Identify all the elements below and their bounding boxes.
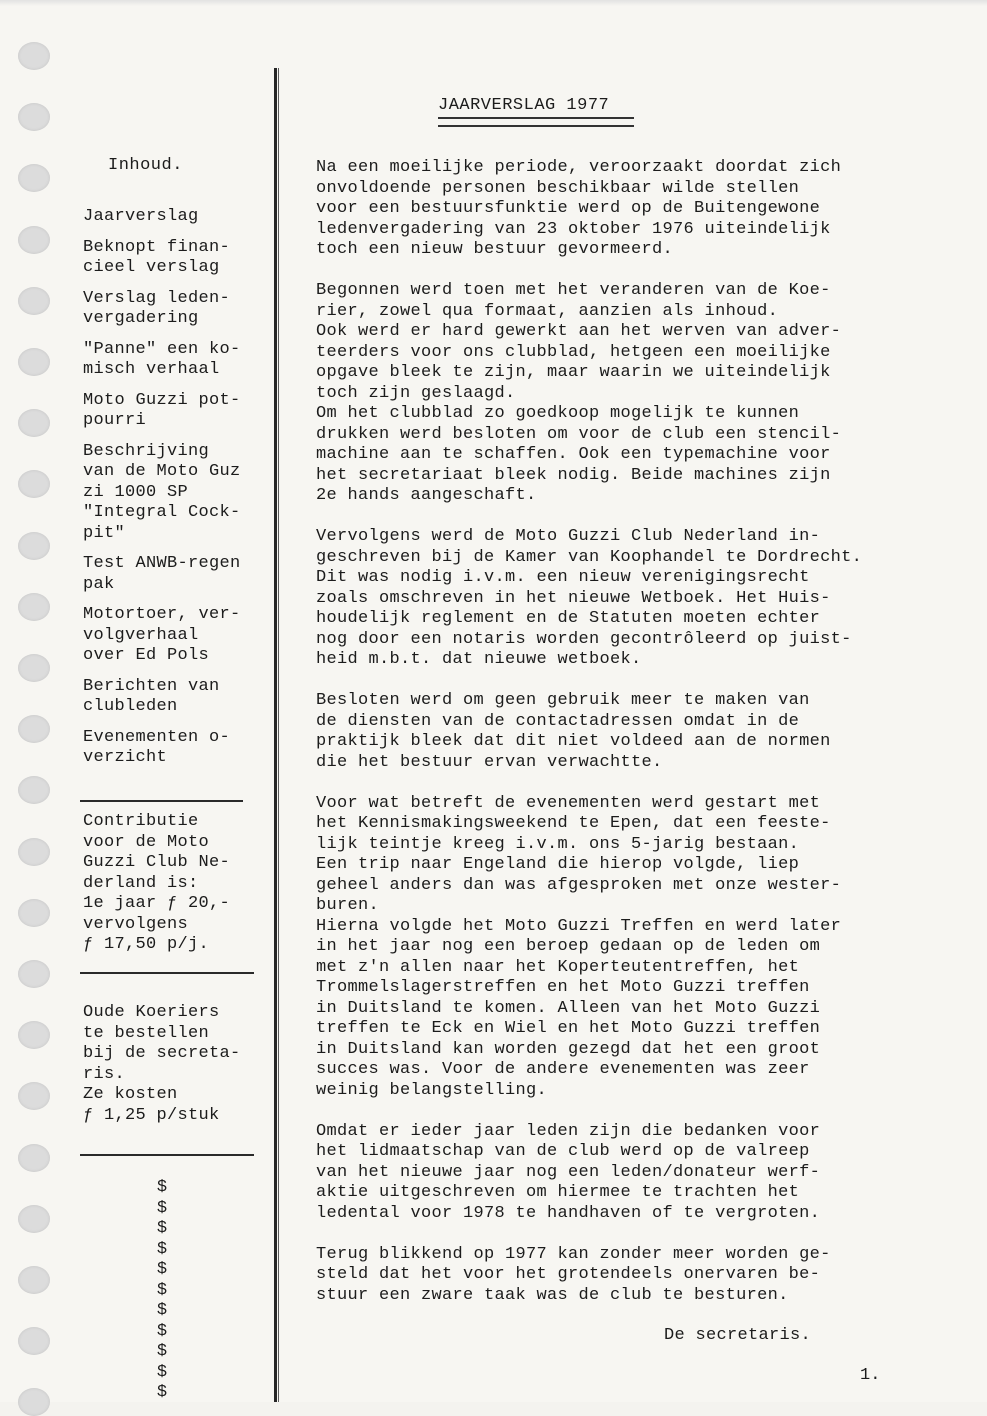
binder-hole bbox=[18, 1082, 50, 1110]
toc-item: Verslag leden- vergadering bbox=[83, 288, 231, 328]
binder-hole bbox=[18, 470, 50, 498]
binder-hole bbox=[18, 42, 50, 70]
binder-hole bbox=[18, 776, 50, 804]
toc-item: Berichten van clubleden bbox=[83, 676, 220, 716]
page-title: JAARVERSLAG 1977 bbox=[438, 96, 610, 115]
dollar-column bbox=[152, 1178, 172, 1404]
report-body bbox=[316, 158, 966, 1327]
table-of-contents bbox=[83, 207, 278, 779]
binder-hole bbox=[18, 532, 50, 560]
binder-hole bbox=[18, 287, 50, 315]
dollar-glyph: $ bbox=[156, 1198, 168, 1218]
paragraph: Besloten werd om geen gebruik meer te maken van de diensten van de contactadressen omdat in de praktijk bleek dat dit niet voldeed aan de normen die het bestuur ervan verwachtte. bbox=[316, 691, 831, 772]
dollar-glyph: $ bbox=[156, 1178, 168, 1197]
dollar-glyph: $ bbox=[156, 1321, 168, 1341]
divider-line bbox=[80, 800, 243, 802]
dollar-glyph: $ bbox=[156, 1383, 168, 1402]
paragraph: Begonnen werd toen met het veranderen van de Koe- rier, zowel qua formaat, aanzien als inhoud. Ook werd er hard gewerkt aan het werven van adver- teerders voor ons clubblad, hetgeen een moeilijke opgave bleek te zijn, maar waarin we uiteindelijk toch zijn geslaagd. Om het clubblad zo goedkoop mogelijk te kunnen drukken werd besloten om voor de club een stencil- machine aan te schaffen. Ook een typemachine voor het secretariaat bleek nodig. Beide machines zijn 2e hands aangeschaft. bbox=[316, 281, 842, 505]
binder-hole bbox=[18, 715, 50, 743]
binder-hole bbox=[18, 593, 50, 621]
binder-hole bbox=[18, 1266, 50, 1294]
toc-item: Moto Guzzi pot- pourri bbox=[83, 390, 241, 430]
signature: De secretaris. bbox=[664, 1326, 812, 1345]
page-top-edge bbox=[0, 0, 987, 6]
column-divider-thin bbox=[278, 68, 279, 1402]
paragraph: Terug blikkend op 1977 kan zonder meer worden ge- steld dat het voor het grotendeels onervaren be- stuur een zware taak was de club te besturen. bbox=[316, 1244, 831, 1305]
binder-hole bbox=[18, 164, 50, 192]
page-number: 1. bbox=[860, 1366, 881, 1385]
divider-line bbox=[80, 1154, 254, 1156]
binder-hole bbox=[18, 348, 50, 376]
binder-hole bbox=[18, 1205, 50, 1233]
paragraph: Na een moeilijke periode, veroorzaakt doordat zich onvoldoende personen beschikbaar wilde stellen voor een bestuursfunktie werd op de Buitengewone ledenvergadering van 23 oktober 1976 uiteindelijk toch een nieuw bestuur gevormeerd. bbox=[316, 158, 842, 259]
binder-hole bbox=[18, 899, 50, 927]
toc-item: Evenementen o- verzicht bbox=[83, 727, 231, 767]
binder-hole bbox=[18, 960, 50, 988]
binder-hole bbox=[18, 838, 50, 866]
contribution-note: Contributie voor de Moto Guzzi Club Ne- derland is: 1e jaar ƒ 20,- vervolgens ƒ 17,50 p/j. bbox=[83, 812, 231, 954]
binder-hole bbox=[18, 1144, 50, 1172]
toc-item: Jaarverslag bbox=[83, 207, 199, 226]
dollar-glyph: $ bbox=[156, 1280, 168, 1300]
dollar-glyph: $ bbox=[156, 1301, 168, 1320]
toc-item: "Panne" een ko- misch verhaal bbox=[83, 339, 241, 379]
title-double-underline bbox=[438, 117, 634, 127]
toc-item: Beknopt finan- cieel verslag bbox=[83, 237, 231, 277]
binder-hole bbox=[18, 409, 50, 437]
back-issues-note: Oude Koeriers te bestellen bij de secreta- ris. Ze kosten ƒ 1,25 p/stuk bbox=[83, 1003, 241, 1125]
binder-hole bbox=[18, 1327, 50, 1355]
binder-hole bbox=[18, 1021, 50, 1049]
dollar-glyph: $ bbox=[156, 1260, 168, 1279]
dollar-glyph: $ bbox=[156, 1342, 168, 1361]
paragraph: Vervolgens werd de Moto Guzzi Club Nederland in- geschreven bij de Kamer van Koophandel te Dordrecht. Dit was nodig i.v.m. een nieuw verenigingsrecht zoals omschreven in het nieuwe Wetboek. Het Huis- houdelijk reglement en de Statuten moeten echter nog door een notaris worden gecontrôleerd op juist- heid m.b.t. dat nieuwe wetboek. bbox=[316, 527, 863, 669]
binder-hole bbox=[18, 226, 50, 254]
binder-hole bbox=[18, 103, 50, 131]
toc-item: Motortoer, ver- volgverhaal over Ed Pols bbox=[83, 605, 241, 665]
divider-line bbox=[80, 972, 254, 974]
binder-hole bbox=[18, 1388, 50, 1416]
paragraph: Voor wat betreft de evenementen werd gestart met het Kennismakingsweekend te Epen, dat een feeste- lijk teintje kreeg i.v.m. ons 5-jarig bestaan. Een trip naar Engeland die hierop volgde, liep geheel anders dan was afgesproken met onze wester- buren. Hierna volgde het Moto Guzzi Treffen en werd later in het jaar nog een beroep gedaan op de leden om met z'n allen naar het Koperteutentreffen, het Trommelslagerstreffen en het Moto Guzzi treffen in Duitsland te komen. Alleen van het Moto Guzzi treffen te Eck en Wiel en het Moto Guzzi treffen in Duitsland kan worden gezegd dat het een groot succes was. Voor de andere evenementen was zeer weinig belangstelling. bbox=[316, 793, 842, 1100]
dollar-glyph: $ bbox=[156, 1219, 168, 1238]
dollar-glyph: $ bbox=[156, 1239, 168, 1259]
toc-item: Test ANWB-regen pak bbox=[83, 554, 241, 594]
toc-item: Beschrijving van de Moto Guz zi 1000 SP "Integral Cock- pit" bbox=[83, 441, 241, 543]
toc-title: Inhoud. bbox=[108, 156, 183, 175]
binder-hole bbox=[18, 654, 50, 682]
dollar-glyph: $ bbox=[156, 1362, 168, 1382]
paragraph: Omdat er ieder jaar leden zijn die bedanken voor het lidmaatschap van de club werd op de valreep van het nieuwe jaar nog een leden/donateur werf- aktie uitgeschreven om hiermee te trachten het ledental voor 1978 te handhaven of te vergroten. bbox=[316, 1121, 821, 1223]
